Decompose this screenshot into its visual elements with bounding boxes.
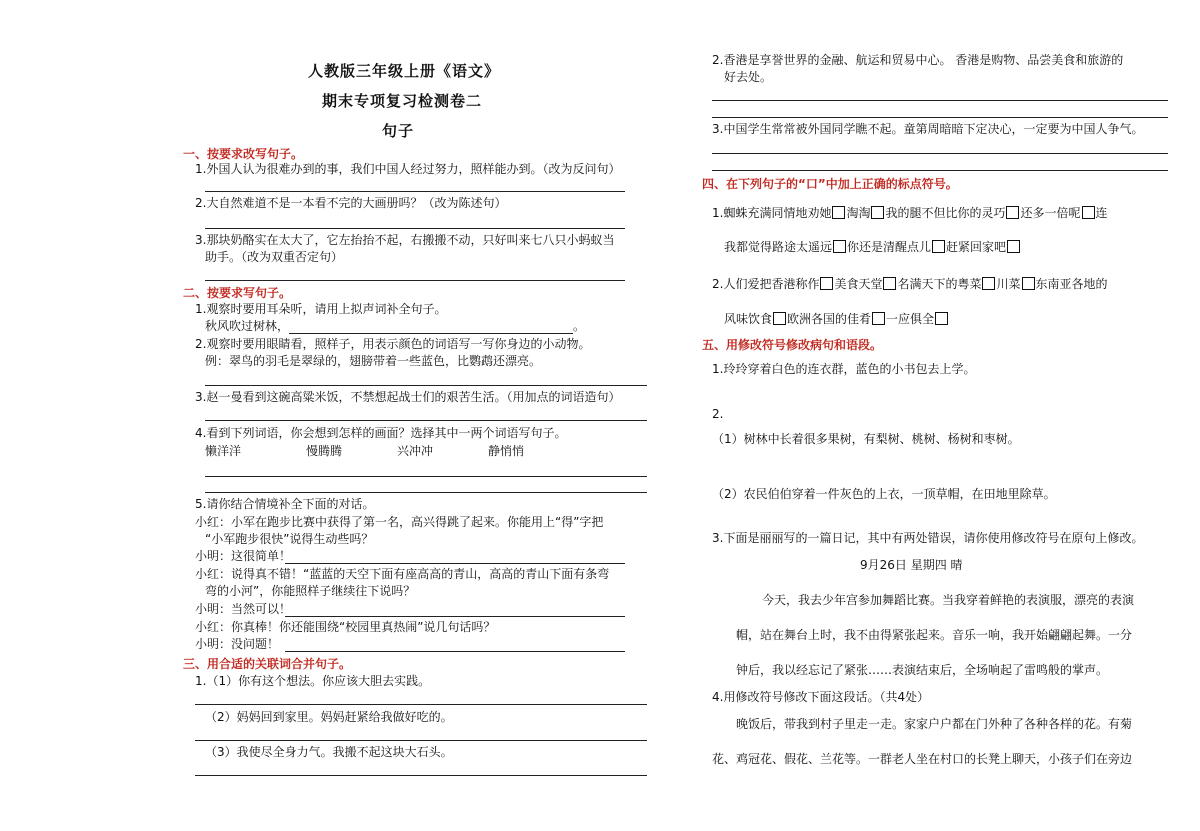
right-q2b: 好去处。	[724, 70, 773, 84]
s4-line-1	[712, 205, 1108, 221]
dialog-1a: 小红：小军在跑步比赛中获得了第一名，高兴得跳了起来。你能用上“得”字把	[195, 515, 604, 529]
dialog-3a: 小红：说得真不错！“蓝蓝的天空下面有座高高的青山，高高的青山下面有条弯	[195, 567, 610, 581]
s2-q4: 4.看到下列词语，你会想到怎样的画面？选择其中一两个词语写句子。	[195, 426, 567, 440]
s4-text: 1.蜘蛛充满同情地劝她	[712, 206, 832, 220]
dialog-6: 小明：没问题！	[195, 637, 280, 651]
punct-box[interactable]	[982, 277, 995, 290]
dialog-3b: 弯的小河”，你能照样子继续往下说吗？	[205, 584, 416, 598]
answer-line[interactable]	[205, 191, 625, 192]
s2-q2-example: 例：翠鸟的羽毛是翠绿的，翅膀带着一些蓝色，比鹦鹉还漂亮。	[205, 354, 542, 368]
word-2: 慢腾腾	[306, 444, 343, 458]
answer-line[interactable]	[195, 704, 647, 705]
s2-q1b	[205, 318, 585, 334]
s4-text: 还多一倍呢	[1020, 206, 1081, 220]
fill-blank[interactable]	[289, 321, 573, 334]
right-q3: 3.中国学生常常被外国同学瞧不起。童第周暗暗下定决心，一定要为中国人争气。	[712, 122, 1144, 136]
s5-q2b: （2）农民伯伯穿着一件灰色的上衣，一顶草帽，在田地里除草。	[712, 487, 1056, 501]
answer-line[interactable]	[205, 492, 647, 493]
s4-text: 2.人们爱把香港称作	[712, 277, 820, 291]
dialog-4: 小明：当然可以！	[195, 602, 292, 616]
s4-text: 风味饮食	[724, 312, 773, 326]
s1-q1: 1.外国人认为很难办到的事，我们中国人经过努力，照样能办到。（改为反问句）	[195, 162, 621, 176]
s4-text: 美食天堂	[834, 277, 883, 291]
answer-line[interactable]	[195, 740, 647, 741]
s4-text: 我的腿不但比你的灵巧	[885, 206, 1006, 220]
s4-text: 东南亚各地的	[1035, 277, 1108, 291]
section-2-heading: 二、按要求写句子。	[183, 286, 292, 300]
dialog-2: 小明：这很简单！	[195, 549, 292, 563]
s3-q3: （3）我使尽全身力气。我搬不起这块大石头。	[205, 745, 453, 759]
s1-q3a: 3.那块奶酪实在太大了，它左抬抬不起，右搬搬不动，只好叫来七八只小蚂蚁当	[195, 233, 615, 247]
diary-p3: 钟后，我以经忘记了紧张……表演结束后，全场响起了雷鸣般的掌声。	[736, 663, 1109, 677]
s2-q1: 1.观察时要用耳朵听，请用上拟声词补全句子。	[195, 302, 447, 316]
answer-line[interactable]	[712, 170, 1168, 171]
para-p5: 花、鸡冠花、假花、兰花等。一群老人坐在村口的长凳上聊天，小孩子们在旁边	[712, 752, 1133, 766]
s4-text: 淘淘	[846, 206, 871, 220]
s5-q4: 4.用修改符号修改下面这段话。（共4处）	[712, 690, 930, 704]
answer-line[interactable]	[205, 228, 625, 229]
page-subtitle: 期末专项复习检测卷二	[322, 92, 483, 110]
section-5-heading: 五、用修改符号修改病句和语段。	[702, 338, 883, 352]
word-3: 兴冲冲	[397, 444, 434, 458]
punct-box[interactable]	[883, 277, 896, 290]
s5-q2: 2.	[712, 407, 724, 421]
answer-line[interactable]	[285, 616, 625, 617]
diary-date: 9月26日 星期四 晴	[860, 558, 963, 572]
s2-q1b-text: 秋风吹过树林，	[205, 319, 290, 333]
dialog-5: 小红：你真棒！你还能围绕“校园里真热闹”说几句话吗？	[195, 620, 496, 634]
section-3-heading: 三、用合适的关联词合并句子。	[183, 657, 352, 671]
s2-q1b-end: 。	[573, 319, 586, 333]
s4-text: 我都觉得路途太遥远	[724, 240, 833, 254]
punct-box[interactable]	[773, 312, 786, 325]
answer-line[interactable]	[285, 651, 625, 652]
s2-q2: 2.观察时要用眼睛看，照样子，用表示颜色的词语写一写你身边的小动物。	[195, 337, 591, 351]
answer-line[interactable]	[205, 420, 647, 421]
answer-line[interactable]	[712, 100, 1168, 101]
s4-text: 名满天下的粤菜	[897, 277, 982, 291]
s5-q1: 1.玲玲穿着白色的连衣群，蓝色的小书包去上学。	[712, 362, 976, 376]
punct-box[interactable]	[1006, 206, 1019, 219]
punct-box[interactable]	[871, 206, 884, 219]
answer-line[interactable]	[205, 476, 647, 477]
s4-text: 川菜	[996, 277, 1021, 291]
s4-text: 一应俱全	[886, 312, 935, 326]
answer-line[interactable]	[712, 153, 1168, 154]
s4-text: 连	[1095, 206, 1108, 220]
punct-box[interactable]	[1082, 206, 1095, 219]
punct-box[interactable]	[935, 312, 948, 325]
punct-box[interactable]	[1007, 240, 1020, 253]
punct-box[interactable]	[820, 277, 833, 290]
s4-line-3	[712, 276, 1108, 292]
punct-box[interactable]	[872, 312, 885, 325]
s4-line-4	[724, 311, 949, 327]
s3-q2: （2）妈妈回到家里。妈妈赶紧给我做好吃的。	[205, 710, 453, 724]
dialog-1b: “小军跑步很快”说得生动些吗？	[205, 532, 374, 546]
diary-p1: 今天，我去少年宫参加舞蹈比赛。当我穿着鲜艳的表演服，漂亮的表演	[762, 593, 1135, 607]
punct-box[interactable]	[932, 240, 945, 253]
page-title: 人教版三年级上册《语文》	[308, 62, 501, 80]
word-4: 静悄悄	[488, 444, 525, 458]
s1-q2: 2.大自然难道不是一本看不完的大画册吗？（改为陈述句）	[195, 196, 507, 210]
s2-q5: 5.请你结合情境补全下面的对话。	[195, 497, 375, 511]
s2-q3: 3.赵一曼看到这碗高粱米饭，不禁想起战士们的艰苦生活。（用加点的词语造句）	[195, 390, 621, 404]
right-q2a: 2.香港是享誉世界的金融、航运和贸易中心。 香港是购物、品尝美食和旅游的	[712, 53, 1124, 67]
answer-line[interactable]	[205, 385, 647, 386]
word-1: 懒洋洋	[205, 444, 242, 458]
s4-line-2	[724, 239, 1021, 255]
section-1-heading: 一、按要求改写句子。	[183, 147, 304, 161]
punct-box[interactable]	[832, 206, 845, 219]
s1-q3b: 助手。（改为双重否定句）	[205, 250, 344, 264]
s5-q2a: （1）树林中长着很多果树，有梨树、桃树、杨树和枣树。	[712, 432, 1020, 446]
s4-text: 你还是清醒点儿	[847, 240, 932, 254]
s3-q1: 1.（1）你有这个想法。你应该大胆去实践。	[195, 674, 431, 688]
answer-line[interactable]	[712, 117, 1168, 118]
punct-box[interactable]	[833, 240, 846, 253]
punct-box[interactable]	[1022, 277, 1035, 290]
answer-line[interactable]	[195, 775, 647, 776]
s4-text: 欧洲各国的佳肴	[787, 312, 872, 326]
para-p4: 晚饭后，带我到村子里走一走。家家户户都在门外种了各种各样的花。有菊	[736, 717, 1133, 731]
section-4-heading: 四、在下列句子的“口”中加上正确的标点符号。	[702, 177, 958, 191]
answer-line[interactable]	[205, 280, 625, 281]
s4-text: 赶紧回家吧	[946, 240, 1007, 254]
s5-q3: 3.下面是丽丽写的一篇日记，其中有两处错误，请你使用修改符号在原句上修改。	[712, 531, 1144, 545]
diary-p2: 帽，站在舞台上时，我不由得紧张起来。音乐一响，我开始翩翩起舞。一分	[736, 628, 1133, 642]
section-title: 句子	[382, 122, 415, 140]
answer-line[interactable]	[285, 563, 625, 564]
